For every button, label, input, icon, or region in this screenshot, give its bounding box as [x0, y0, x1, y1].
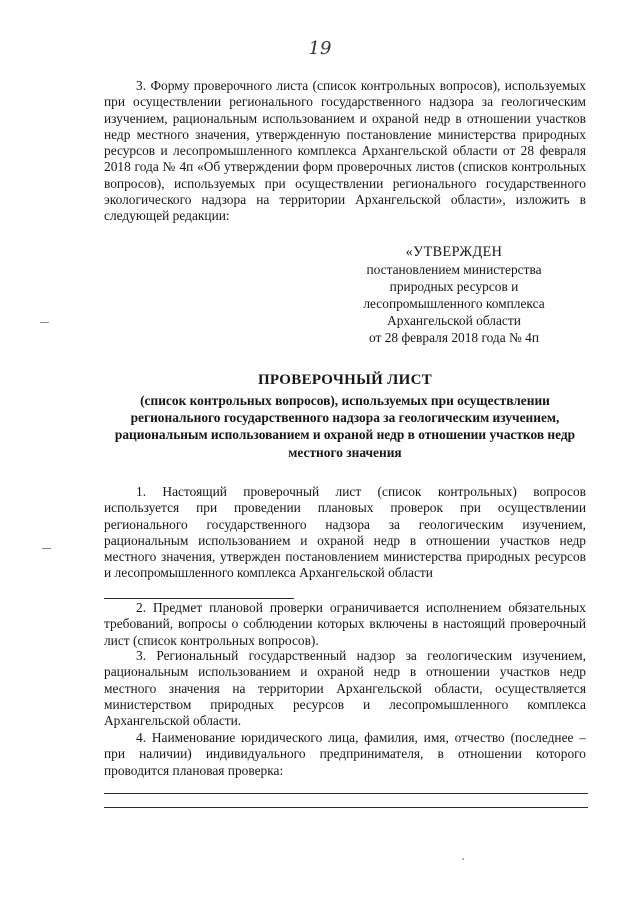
item-4: 4. Наименование юридического лица, фамилия, имя, отчество (последнее – при наличии) индивидуального предпринимателя, в отношении которого проводится плановая проверка:: [104, 730, 586, 778]
intro-paragraph: 3. Форму проверочного листа (список контрольных вопросов), используемых при осуществлении регионального государственного надзора за геологическим изучением, рациональным использованием и охраной недр в отношении участков недр местного значения, утвержденную постановление министерства природных ресурсов и лесопромышленного комплекса Архангельской области от 28 февраля 2018 года № 4п «Об утверждении форм проверочных листов (списков контрольных вопросов), используемых при осуществлении регионального государственного экологического надзора на территории Архангельской области», изложить в следующей редакции:: [104, 78, 586, 224]
scan-speck: [462, 858, 464, 860]
checklist-subtitle: (список контрольных вопросов), используемых при осуществлении регионального государственного надзора за геологическим изучением, рациональным использованием и охраной недр в отношении участков недр местного значения: [114, 393, 576, 460]
approval-line: лесопромышленного комплекса: [363, 296, 545, 311]
approval-line: от 28 февраля 2018 года № 4п: [368, 330, 540, 345]
item-1: 1. Настоящий проверочный лист (список контрольных) вопросов используется при проведении плановых проверок при осуществлении регионального государственного надзора за геологическим изучением, рациональным использованием и охраной недр в отношении участков недр местного значения, утвержден постановлением министерства природных ресурсов и лесопромышленного комплекса Архангельской области: [104, 484, 586, 581]
approval-heading: «УТВЕРЖДЕН: [405, 244, 503, 260]
approval-stamp: [344, 244, 564, 346]
approval-line: Архангельской области: [387, 313, 521, 328]
item-3: 3. Региональный государственный надзор за геологическим изучением, рациональным использованием и охраной недр в отношении участков недр местного значения на территории Архангельской области, осуществляется министерством природных ресурсов и лесопромышленного комплекса Архангельской области.: [104, 648, 586, 729]
approval-line: природных ресурсов и: [389, 279, 519, 294]
fill-in-line: [104, 807, 588, 808]
approval-line: постановлением министерства: [366, 262, 542, 277]
fill-in-line: [104, 793, 588, 794]
checklist-title: ПРОВЕРОЧНЫЙ ЛИСТ: [257, 372, 433, 388]
scan-margin-mark: [40, 322, 49, 323]
page-number: 19: [308, 38, 332, 59]
item-2: 2. Предмет плановой проверки ограничивается исполнением обязательных требований, вопросы о соблюдении которых включены в настоящий проверочный лист (список контрольных вопросов).: [104, 600, 586, 648]
scan-margin-mark: [42, 548, 51, 549]
fill-in-line: [104, 598, 294, 599]
checklist-title-block: [100, 372, 590, 461]
